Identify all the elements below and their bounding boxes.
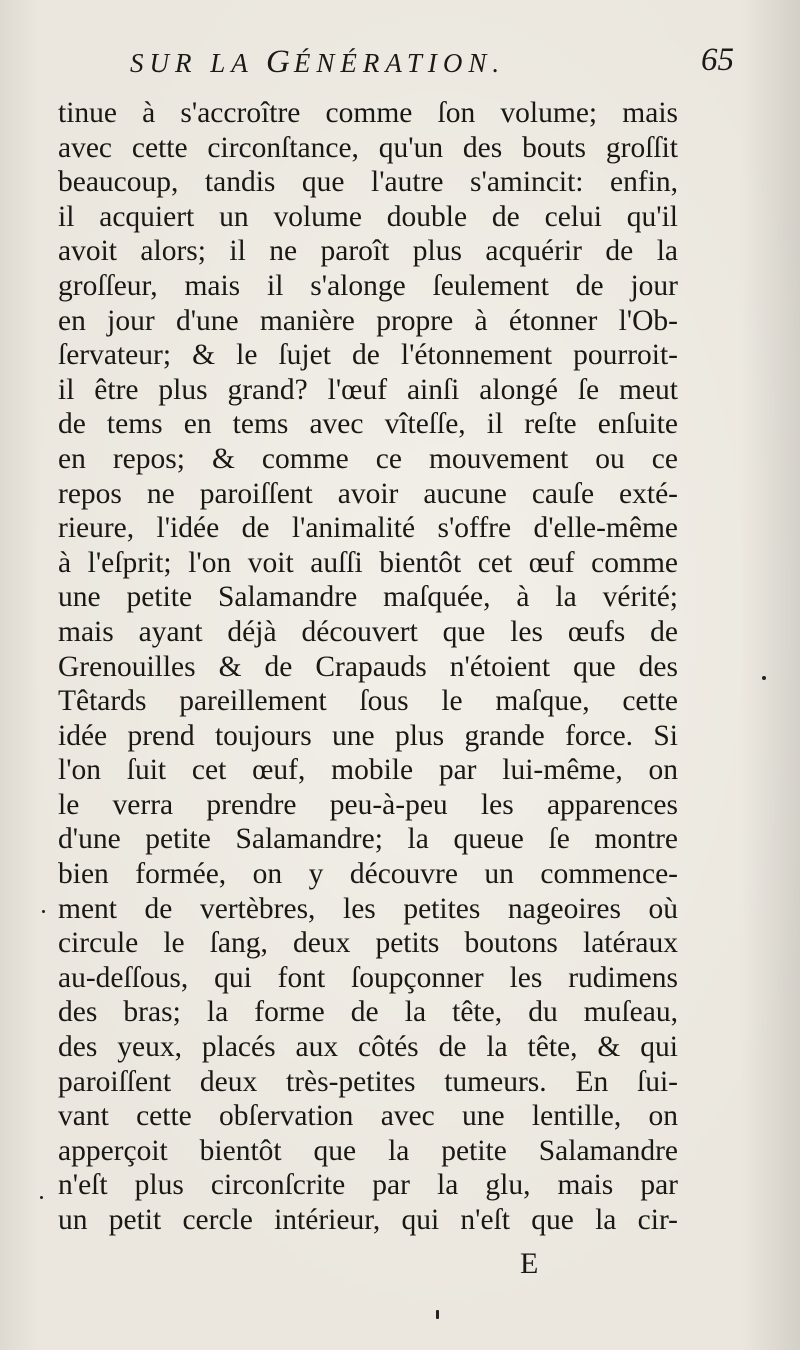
text-line: l'on ſuit cet œuf, mobile par lui-même, on	[58, 754, 678, 787]
page-right-edge-shadow	[740, 0, 800, 1350]
text-line: à l'eſprit; l'on voit auſſi bientôt cet œuf comme	[58, 546, 678, 579]
text-line: au-deſſous, qui font ſoupçonner les rudimens	[58, 961, 678, 994]
running-title-capital: G	[266, 44, 294, 80]
signature-mark: E	[520, 1247, 539, 1280]
text-line: en repos; & comme ce mouvement ou ce	[58, 442, 678, 475]
text-line: Grenouilles & de Crapauds n'étoient que des	[58, 650, 678, 683]
text-line: bien formée, on y découvre un commence-	[58, 858, 678, 891]
page-left-edge-shadow	[0, 0, 40, 1350]
running-title-part2: ÉNÉRATION.	[293, 48, 506, 78]
text-line: d'une petite Salamandre; la queue ſe montre	[58, 823, 678, 856]
text-line: n'eſt plus circonſcrite par la glu, mais par	[58, 1169, 678, 1202]
running-title	[130, 44, 505, 81]
text-line: idée prend toujours une plus grande force. Si	[58, 719, 678, 752]
text-line: Têtards pareillement ſous le maſque, cette	[58, 685, 678, 718]
page-number: 65	[701, 42, 734, 78]
body-text	[58, 96, 678, 1238]
text-line: groſſeur, mais il s'alonge ſeulement de jour	[58, 269, 678, 302]
text-line: le verra prendre peu-à-peu les apparences	[58, 788, 678, 821]
ink-speck	[762, 676, 766, 680]
text-line: apperçoit bientôt que la petite Salamandre	[58, 1134, 678, 1167]
text-line: de tems en tems avec vîteſſe, il reſte enſuite	[58, 408, 678, 441]
ink-speck	[436, 1310, 439, 1319]
ink-speck	[40, 1196, 43, 1199]
text-line: une petite Salamandre maſquée, à la vérité;	[58, 581, 678, 614]
text-line: circule le ſang, deux petits boutons latéraux	[58, 927, 678, 960]
text-line: ment de vertèbres, les petites nageoires où	[58, 892, 678, 925]
text-line: vant cette obſervation avec une lentille, on	[58, 1100, 678, 1133]
text-line: des yeux, placés aux côtés de la tête, & qui	[58, 1031, 678, 1064]
text-line: avec cette circonſtance, qu'un des bouts groſſit	[58, 131, 678, 164]
running-title-part1: SUR LA	[130, 48, 267, 78]
text-line: il acquiert un volume double de celui qu'il	[58, 200, 678, 233]
text-line: il être plus grand? l'œuf ainſi alongé ſe meut	[58, 373, 678, 406]
text-line: ſervateur; & le ſujet de l'étonnement pourroit-	[58, 339, 678, 372]
text-line: beaucoup, tandis que l'autre s'amincit: enfin,	[58, 166, 678, 199]
running-head	[60, 44, 750, 88]
text-line: rieure, l'idée de l'animalité s'offre d'elle-même	[58, 512, 678, 545]
text-line: avoit alors; il ne paroît plus acquérir de la	[58, 235, 678, 268]
text-line: repos ne paroiſſent avoir aucune cauſe exté-	[58, 477, 678, 510]
ink-speck	[42, 910, 45, 913]
text-line: un petit cercle intérieur, qui n'eſt que la cir-	[58, 1204, 678, 1236]
text-line: en jour d'une manière propre à étonner l'Ob-	[58, 304, 678, 337]
text-line: paroiſſent deux très-petites tumeurs. En ſui-	[58, 1065, 678, 1098]
text-line: des bras; la forme de la tête, du muſeau,	[58, 996, 678, 1029]
text-line: tinue à s'accroître comme ſon volume; mais	[58, 97, 678, 129]
text-line: mais ayant déjà découvert que les œufs de	[58, 615, 678, 648]
